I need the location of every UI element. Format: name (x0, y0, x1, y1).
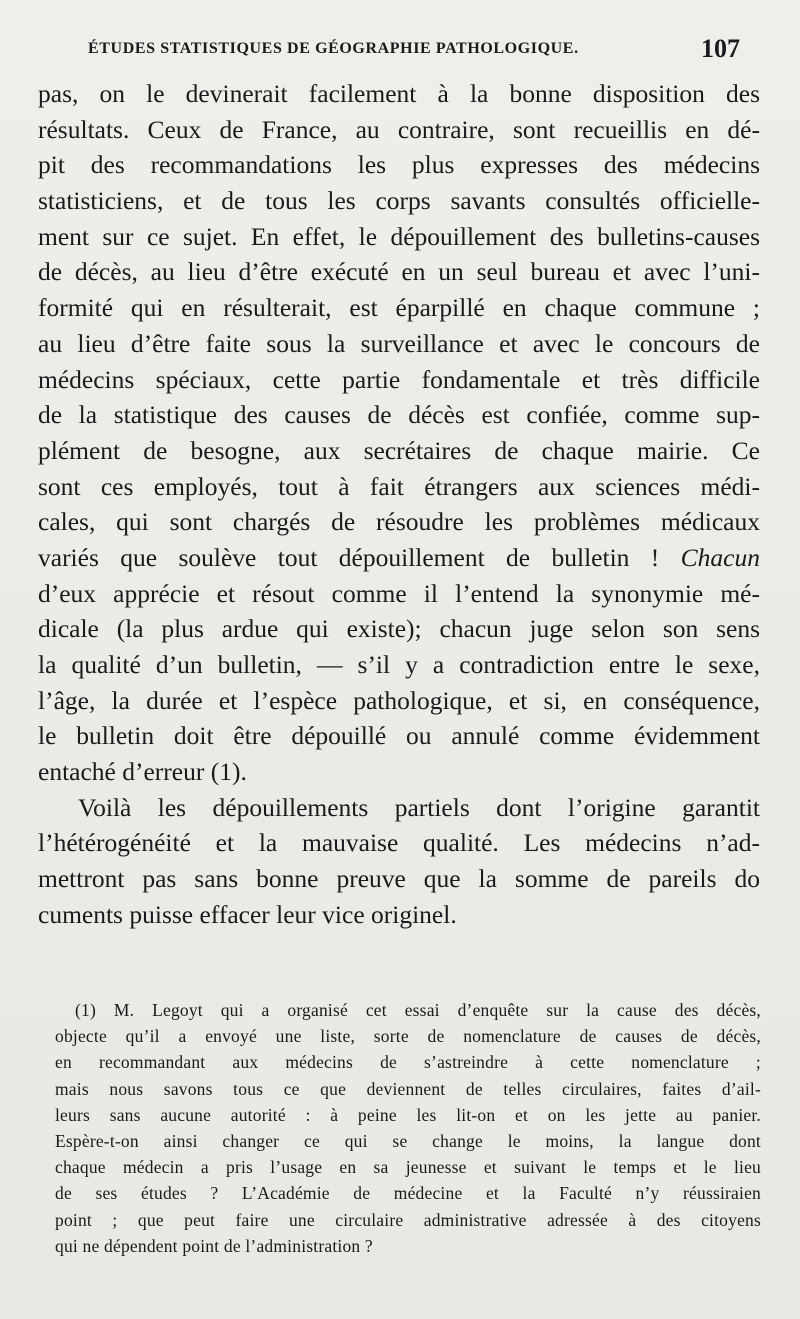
footnote-line: qui ne dépendent point de l’administration ? (55, 1235, 373, 1256)
text-line: sont ces employés, tout à fait étrangers aux sciences médi- (38, 471, 760, 501)
footnote-line: leurs sans aucune autorité : à peine les lit-on et on les jette au panier. (55, 1104, 761, 1125)
text-line: médecins spéciaux, cette partie fondamentale et très difficile (38, 364, 760, 394)
text-line: de la statistique des causes de décès est confiée, comme sup- (38, 400, 760, 430)
text-line: de décès, au lieu d’être exécuté en un seul bureau et avec l’uni- (38, 257, 760, 287)
main-text (38, 76, 760, 933)
text-line: l’hétérogénéité et la mauvaise qualité. Les médecins n’ad- (38, 828, 760, 858)
text-line: au lieu d’être faite sous la surveillance et avec le concours de (38, 328, 760, 358)
footnote-line: chaque médecin a pris l’usage en sa jeunesse et suivant le temps et le lieu (55, 1157, 761, 1178)
text-segment: variés que soulève tout dépouillement de bulletin ! (38, 542, 660, 572)
paragraph-end-line: cuments puisse effacer leur vice originel. (38, 899, 457, 929)
page-header (88, 34, 748, 64)
text-line: mettront pas sans bonne preuve que la somme de pareils do (38, 864, 760, 894)
text-line: statisticiens, et de tous les corps savants consultés officielle- (38, 186, 760, 216)
footnote-line: objecte qu’il a envoyé une liste, sorte de nomenclature de causes de décès, (55, 1026, 761, 1047)
footnote-line: mais nous savons tous ce que deviennent de telles circulaires, faites d’ail- (55, 1078, 761, 1099)
text-line: la qualité d’un bulletin, — s’il y a contradiction entre le sexe, (38, 650, 760, 679)
footnote-line: point ; que peut faire une circulaire administrative adressée à des citoyens (55, 1209, 761, 1230)
footnote (55, 997, 761, 1259)
text-line: dicale (la plus ardue qui existe); chacun juge selon son sens (38, 614, 760, 644)
text-line: ment sur ce sujet. En effet, le dépouillement des bulletins-causes (38, 221, 760, 251)
text-line: résultats. Ceux de France, au contraire, sont recueillis en dé- (38, 114, 760, 144)
paragraph-end-line: entaché d’erreur (1). (38, 757, 247, 787)
footnote-line: en recommandant aux médecins de s’astreindre à cette nomenclature ; (55, 1052, 761, 1073)
text-line: pit des recommandations les plus expresses des médecins (38, 150, 760, 180)
text-line: plément de besogne, aux secrétaires de chaque mairie. Ce (38, 435, 760, 465)
page-number: 107 (701, 34, 740, 63)
text-line: le bulletin doit être dépouillé ou annulé comme évidemment (38, 721, 760, 751)
text-line: cales, qui sont chargés de résoudre les problèmes médicaux (38, 507, 760, 537)
text-line: formité qui en résulterait, est éparpillé en chaque commune ; (38, 293, 760, 323)
footnote-line: de ses études ? L’Académie de médecine et la Faculté n’y réussiraien (55, 1183, 761, 1204)
text-line: d’eux apprécie et résout comme il l’entend la synonymie mé- (38, 578, 760, 608)
text-line-with-italic (38, 540, 760, 576)
text-line: l’âge, la durée et l’espèce pathologique, et si, en conséquence, (38, 685, 760, 715)
footnote-line: (1) M. Legoyt qui a organisé cet essai d’enquête sur la cause des décès, (75, 1000, 761, 1020)
running-title: ÉTUDES STATISTIQUES DE GÉOGRAPHIE PATHOLOGIQUE. (88, 40, 579, 57)
footnote-line: Espère-t-on ainsi changer ce qui se change le moins, la langue dont (55, 1130, 761, 1151)
text-line: pas, on le devinerait facilement à la bonne disposition des (38, 79, 760, 108)
italic-word: Chacun (680, 542, 760, 572)
paragraph-start-line: Voilà les dépouillements partiels dont l’origine garantit (78, 792, 760, 822)
